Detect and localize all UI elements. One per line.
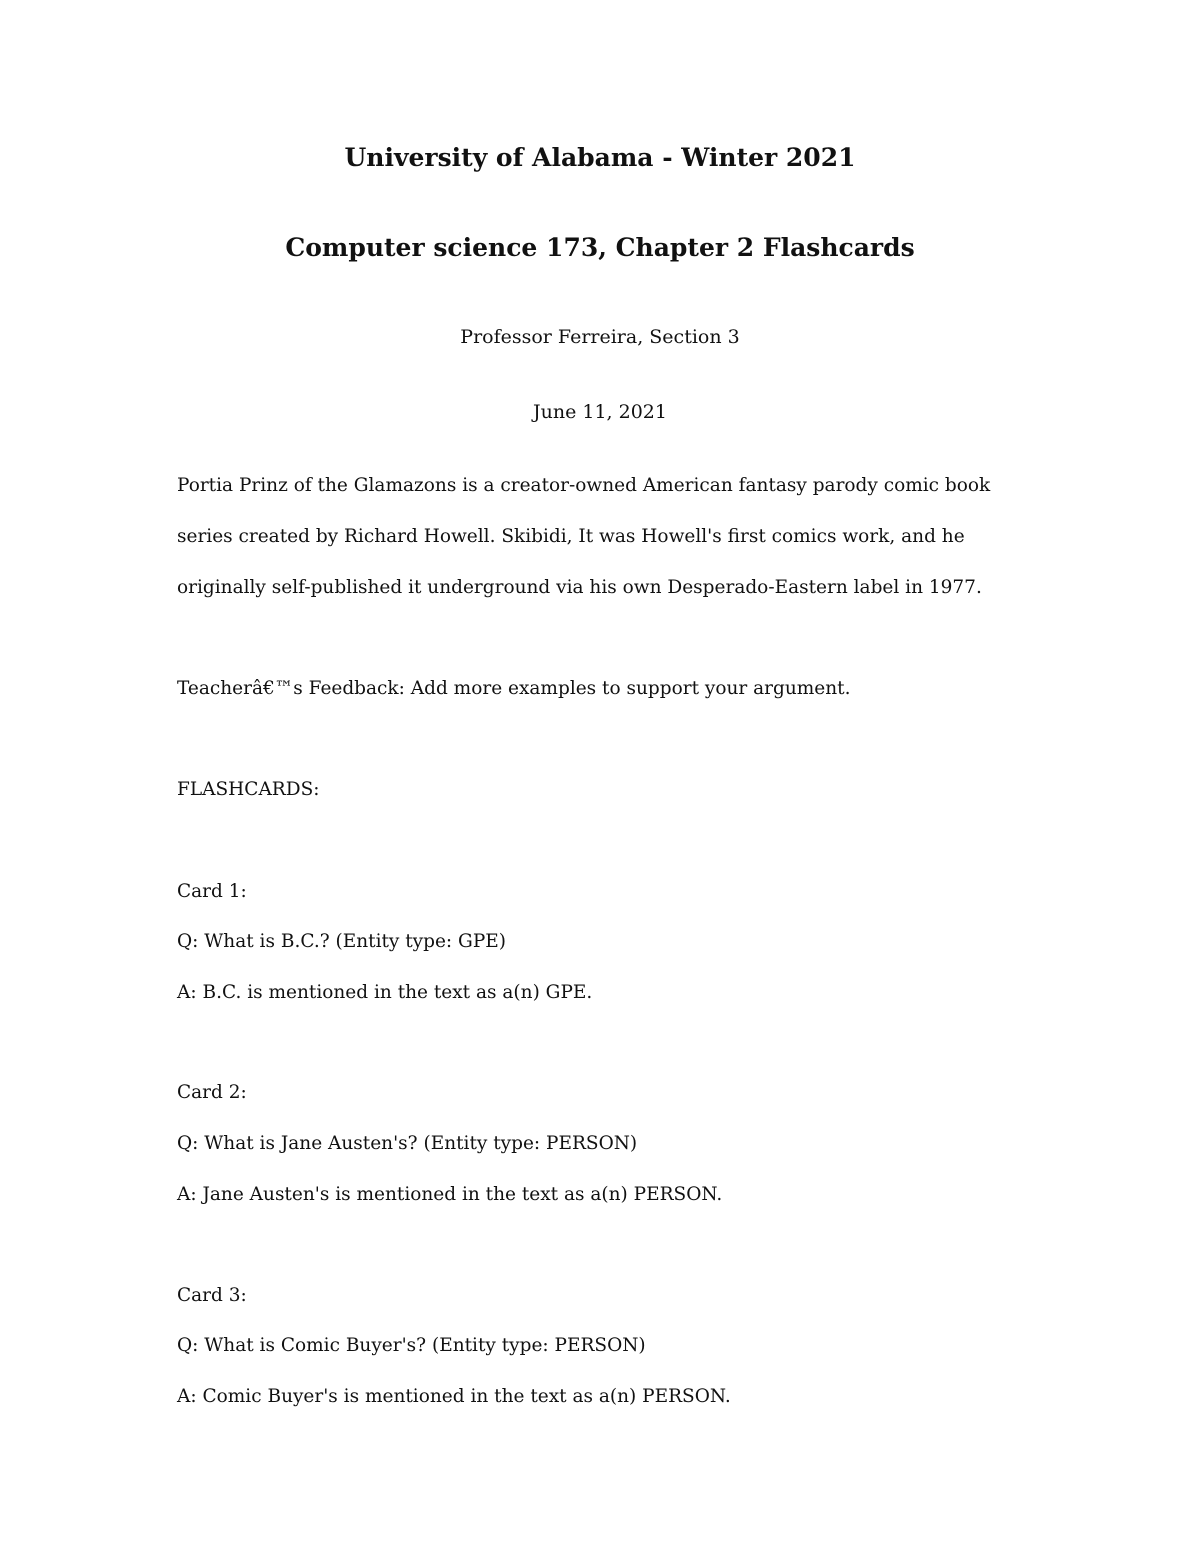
course-title: Computer science 173, Chapter 2 Flashcards [285, 233, 915, 262]
flashcards-heading: FLASHCARDS: [177, 779, 320, 800]
card-answer: A: Jane Austen's is mentioned in the text as a(n) PERSON. [177, 1184, 723, 1205]
paragraph-line: originally self-published it underground via his own Desperado-Eastern label in 1977. [177, 577, 982, 598]
card-answer: A: B.C. is mentioned in the text as a(n) GPE. [177, 982, 593, 1003]
card-question: Q: What is Comic Buyer's? (Entity type: PERSON) [177, 1335, 646, 1356]
document-date: June 11, 2021 [533, 401, 667, 423]
paragraph-line: series created by Richard Howell. Skibidi, It was Howell's first comics work, and he [177, 526, 965, 547]
card-label: Card 1: [177, 881, 247, 902]
card-label: Card 3: [177, 1285, 247, 1306]
card-answer: A: Comic Buyer's is mentioned in the text as a(n) PERSON. [177, 1386, 731, 1407]
card-question: Q: What is B.C.? (Entity type: GPE) [177, 931, 506, 952]
teacher-feedback: Teacherâ€™s Feedback: Add more examples to support your argument. [177, 678, 851, 699]
paragraph-line: Portia Prinz of the Glamazons is a creator-owned American fantasy parody comic book [177, 475, 991, 496]
card-label: Card 2: [177, 1082, 247, 1103]
professor-section: Professor Ferreira, Section 3 [460, 326, 740, 348]
document-title: University of Alabama - Winter 2021 [344, 143, 856, 172]
card-question: Q: What is Jane Austen's? (Entity type: PERSON) [177, 1133, 638, 1154]
